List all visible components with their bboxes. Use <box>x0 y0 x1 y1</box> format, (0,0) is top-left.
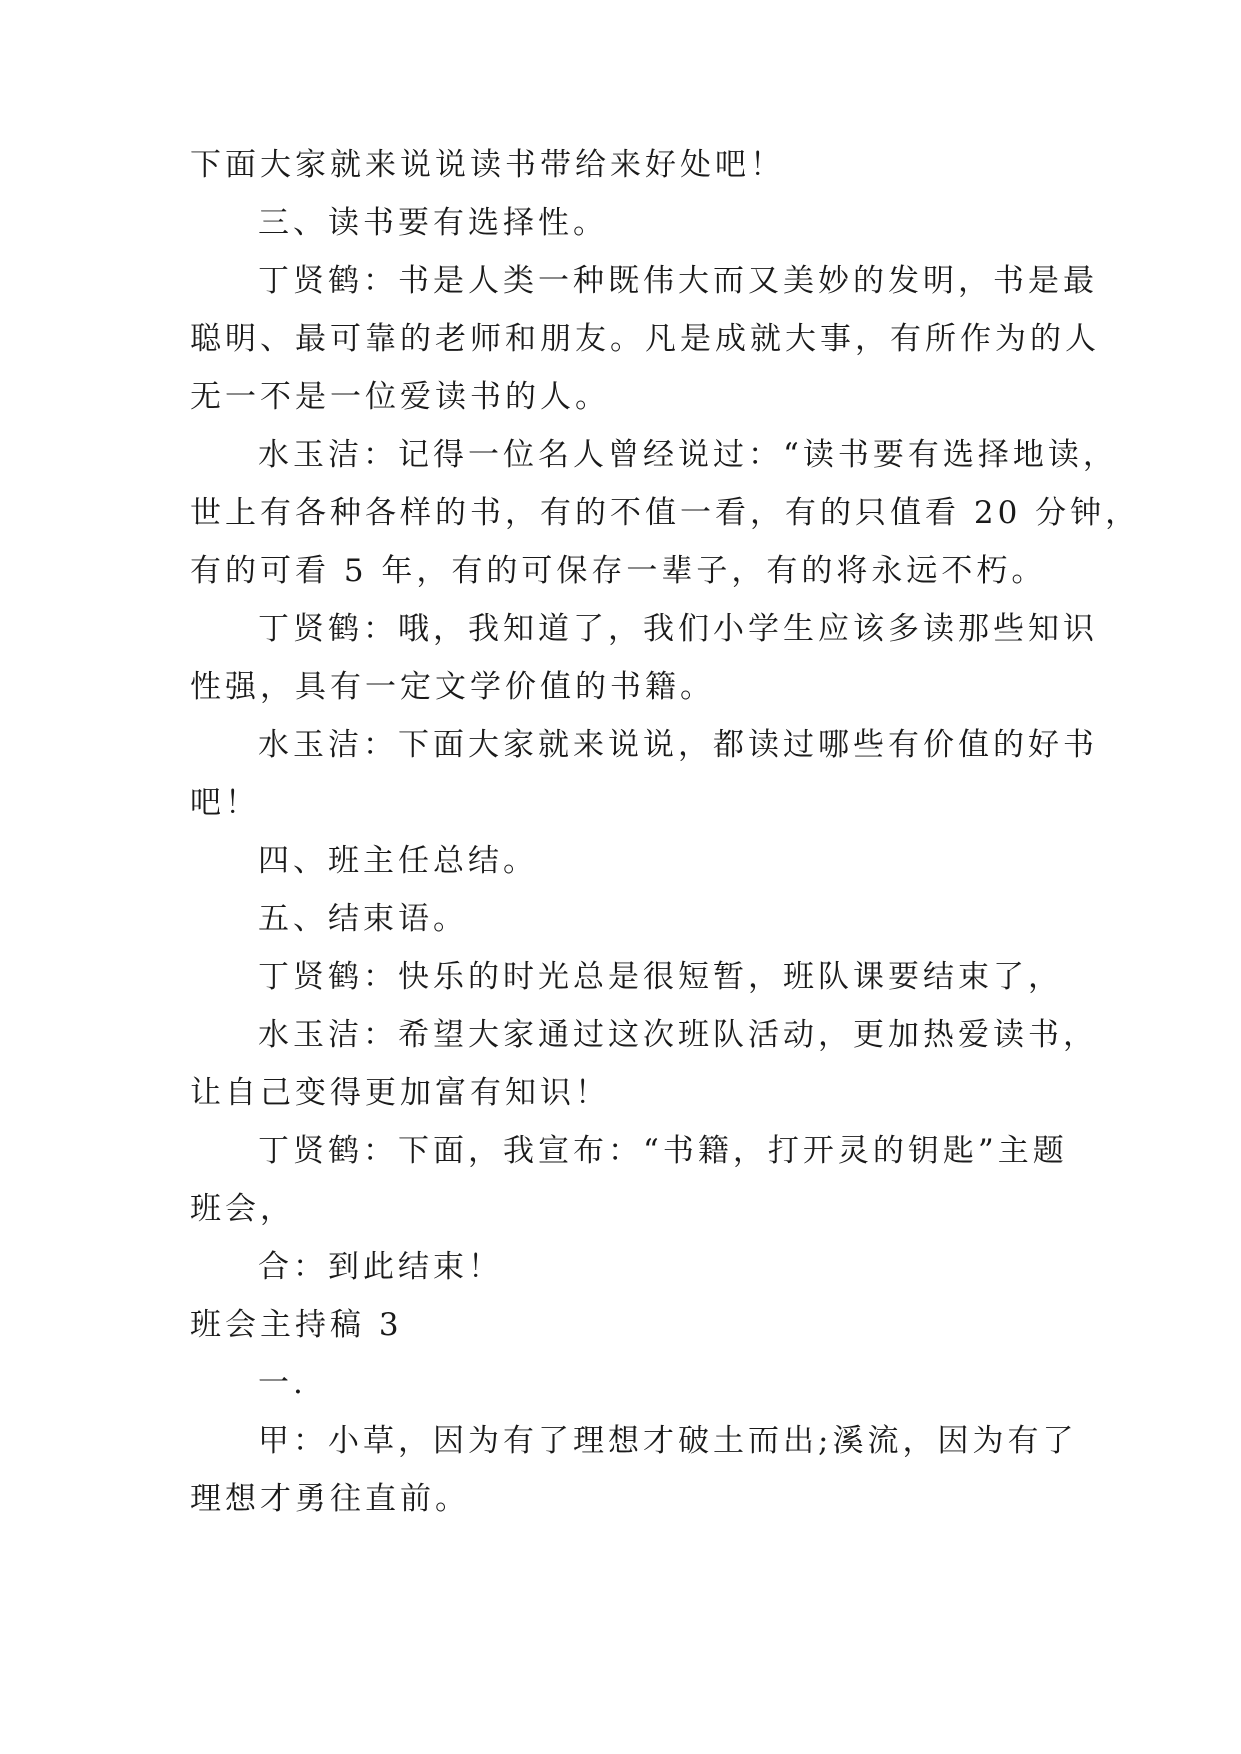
document-body <box>190 136 1141 1528</box>
text-line: 合：到此结束！ <box>258 1249 503 1285</box>
text-line: 下面大家就来说说读书带给来好处吧！ <box>190 147 785 183</box>
section-heading: 三、读书要有选择性。 <box>258 205 608 241</box>
text-line: 丁贤鹤：书是人类一种既伟大而又美妙的发明，书是最 <box>258 263 1098 299</box>
text-line: 有的可看 5 年，有的可保存一辈子，有的将永远不朽。 <box>190 553 1047 589</box>
text-line: 理想才勇往直前。 <box>190 1481 470 1517</box>
text-line: 无一不是一位爱读书的人。 <box>190 379 610 415</box>
text-line: 班会， <box>190 1191 295 1227</box>
text-line: 让自己变得更加富有知识！ <box>190 1075 610 1111</box>
text-line: 水玉洁：希望大家通过这次班队活动，更加热爱读书， <box>258 1017 1098 1053</box>
text-line: 吧！ <box>190 785 260 821</box>
section-heading: 一. <box>258 1365 307 1401</box>
text-line: 甲：小草，因为有了理想才破土而出;溪流，因为有了 <box>258 1423 1078 1459</box>
text-line: 水玉洁：记得一位名人曾经说过：“读书要有选择地读， <box>258 437 1118 473</box>
section-heading: 四、班主任总结。 <box>258 843 538 879</box>
section-heading: 五、结束语。 <box>258 901 468 937</box>
text-line: 水玉洁：下面大家就来说说，都读过哪些有价值的好书 <box>258 727 1098 763</box>
text-line: 丁贤鹤：快乐的时光总是很短暂，班队课要结束了， <box>258 959 1063 995</box>
text-line: 性强，具有一定文学价值的书籍。 <box>190 669 715 705</box>
text-line: 丁贤鹤：下面，我宣布：“书籍，打开灵的钥匙”主题 <box>258 1133 1068 1169</box>
text-line: 丁贤鹤：哦，我知道了，我们小学生应该多读那些知识 <box>258 611 1098 647</box>
text-line: 世上有各种各样的书，有的不值一看，有的只值看 20 分钟， <box>190 495 1141 531</box>
document-title: 班会主持稿 3 <box>190 1307 403 1343</box>
text-line: 聪明、最可靠的老师和朋友。凡是成就大事，有所作为的人 <box>190 321 1100 357</box>
